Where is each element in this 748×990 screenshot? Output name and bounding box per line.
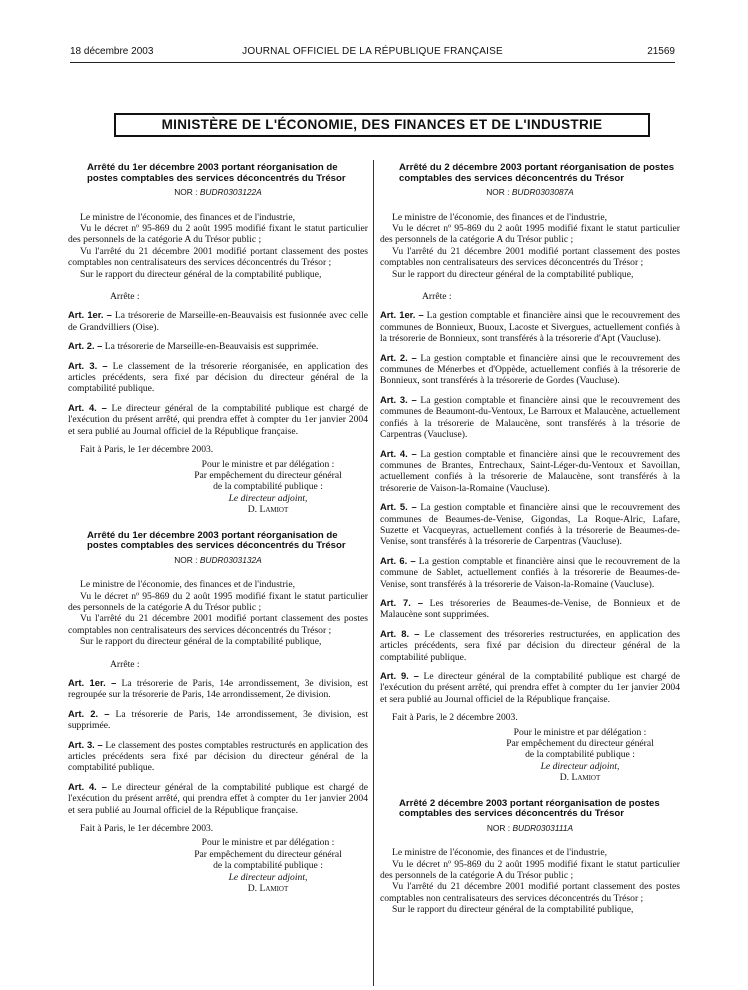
article: Art. 1er. – La trésorerie de Paris, 14e arrondissement, 3e division, est regroupée sur la trésorerie de Paris, 14e arrondissement, 2e division.: [68, 676, 369, 701]
column-separator: [373, 160, 374, 986]
nor-reference: NOR : BUDR0303087A: [486, 187, 574, 198]
preamble-line: Vu l'arrêté du 21 décembre 2001 modifié portant classement des postes comptables non centralisateurs des services déconcentrés du Trésor ;: [68, 245, 368, 269]
preamble-line: Vu l'arrêté du 21 décembre 2001 modifié portant classement des postes comptables non centralisateurs des services déconcentrés du Trésor ;: [380, 245, 680, 269]
header-page-number: 21569: [647, 46, 675, 57]
left-column: [68, 163, 368, 894]
signatory-name: D. Lamiot: [247, 504, 289, 516]
article: Art. 6. – La gestion comptable et financière ainsi que le recouvrement de la commune de Sablet, actuellement confiés à la trésorerie de Beaumes-de-Venise, sont transférés à la trésorerie de Vaison-la-Romaine (Vaucluse).: [380, 554, 680, 590]
preamble-line: Sur le rapport du directeur général de la comptabilité publique,: [392, 268, 634, 280]
signature-block: Pour le ministre et par délégation : Par empêchement du directeur général de la comptabilité publique : Le directeur adjoint, D. Lamiot: [168, 837, 368, 894]
nor-code: BUDR0303087A: [511, 187, 574, 198]
article: Art. 4. – La gestion comptable et financière ainsi que le recouvrement des communes de Brantes, Entrechaux, Saint-Léger-du-Ventoux et Savoillan, actuellement confiés à la trésorerie de Malaucène, sont transférés à la trésorerie de Vaison-la-Romaine (Vaucluse).: [380, 447, 680, 494]
preamble-line: Vu le décret nº 95-869 du 2 août 1995 modifié fixant le statut particulier des personnels de la catégorie A du Trésor public ;: [68, 223, 368, 246]
arrete-label: Arrête :: [110, 658, 140, 670]
article: Art. 1er. – La trésorerie de Marseille-en-Beauvaisis est fusionnée avec celle de Grandvilliers (Oise).: [68, 309, 369, 333]
preamble-line: Vu le décret nº 95-869 du 2 août 1995 modifié fixant le statut particulier des personnels de la catégorie A du Trésor public ;: [380, 858, 680, 882]
arrete-title: Arrêté du 1er décembre 2003 portant réorganisation de postes comptables des services déconcentrés du Trésor: [87, 162, 346, 184]
nor-reference: NOR : BUDR0303111A: [486, 822, 574, 833]
right-column: [380, 163, 680, 916]
nor-code: BUDR0303122A: [199, 187, 262, 198]
ministry-banner: MINISTÈRE DE L'ÉCONOMIE, DES FINANCES ET DE L'INDUSTRIE: [114, 113, 650, 137]
signatory-name: D. Lamiot: [247, 883, 289, 895]
header-journal-title: JOURNAL OFFICIEL DE LA RÉPUBLIQUE FRANÇAISE: [242, 46, 503, 57]
arrete-label: Arrête :: [110, 291, 140, 303]
signatory-name: D. Lamiot: [559, 772, 601, 784]
arrete-block: [68, 531, 368, 895]
article: Art. 3. – Le classement des postes comptables restructurés en application des articles précédents sera fixé par décision du directeur général de la comptabilité publique.: [68, 738, 368, 774]
preamble-line: Sur le rapport du directeur général de la comptabilité publique,: [80, 636, 322, 648]
preamble-line: Vu le décret nº 95-869 du 2 août 1995 modifié fixant le statut particulier des personnels de la catégorie A du Trésor public ;: [68, 590, 368, 613]
preamble-line: Le ministre de l'économie, des finances et de l'industrie,: [80, 211, 295, 223]
preamble-line: Vu le décret nº 95-869 du 2 août 1995 modifié fixant le statut particulier des personnels de la catégorie A du Trésor public ;: [380, 223, 680, 246]
arrete-title: Arrêté 2 décembre 2003 portant réorganisation de postes comptables des services déconcentrés du Trésor: [399, 797, 660, 820]
header-rule: [70, 62, 675, 63]
nor-reference: NOR : BUDR0303132A: [174, 554, 262, 565]
article: Art. 7. – Les trésoreries de Beaumes-de-Venise, de Bonnieux et de Malaucène sont supprimées.: [380, 596, 681, 621]
signature-block: Pour le ministre et par délégation : Par empêchement du directeur général de la comptabilité publique : Le directeur adjoint, D. Lamiot: [168, 459, 368, 516]
arrete-title: Arrêté du 2 décembre 2003 portant réorganisation de postes comptables des services déconcentrés du Trésor: [399, 162, 675, 184]
preamble-line: Le ministre de l'économie, des finances et de l'industrie,: [392, 211, 607, 223]
signing-date: Fait à Paris, le 1er décembre 2003.: [80, 444, 214, 456]
article: Art. 3. – Le classement de la trésorerie réorganisée, en application des articles précédents, sera fixé par décision du directeur général de la comptabilité publique.: [68, 359, 368, 395]
preamble-line: Vu l'arrêté du 21 décembre 2001 modifié portant classement des postes comptables non centralisateurs des services déconcentrés du Trésor ;: [68, 613, 368, 636]
signing-date: Fait à Paris, le 1er décembre 2003.: [80, 823, 214, 835]
signing-date: Fait à Paris, le 2 décembre 2003.: [392, 712, 518, 724]
preamble-line: Sur le rapport du directeur général de la comptabilité publique,: [392, 904, 634, 916]
article: Art. 4. – Le directeur général de la comptabilité publique est chargé de l'exécution du présent arrêté, qui prendra effet à compter du 1er janvier 2004 et sera publié au Journal officiel de la République française.: [68, 780, 369, 816]
arrete-block: [380, 163, 680, 784]
nor-code: BUDR0303132A: [199, 554, 262, 565]
nor-code: BUDR0303111A: [512, 822, 574, 833]
article: Art. 2. – La trésorerie de Paris, 14e arrondissement, 3e division, est supprimée.: [68, 707, 369, 732]
page-header: [70, 46, 675, 62]
arrete-label: Arrête :: [422, 291, 452, 303]
preamble-line: Le ministre de l'économie, des finances et de l'industrie,: [392, 847, 607, 859]
preamble-line: Sur le rapport du directeur général de la comptabilité publique,: [80, 268, 322, 280]
preamble-line: Le ministre de l'économie, des finances et de l'industrie,: [80, 579, 295, 591]
article: Art. 1er. – La gestion comptable et financière ainsi que le recouvrement des communes de Bonnieux, Buoux, Lacoste et Sivergues, actuellement confiés à la trésorerie de Bonnieux, sont transférés à la trésorerie d'Apt (Vaucluse).: [380, 309, 680, 345]
article: Art. 8. – Le classement des trésoreries restructurées, en application des articles précédents, sera fixé par décision du directeur général de la comptabilité publique.: [380, 627, 681, 663]
header-date: 18 décembre 2003: [70, 46, 154, 57]
article: Art. 4. – Le directeur général de la comptabilité publique est chargé de l'exécution du présent arrêté, qui prendra effet à compter du 1er janvier 2004 et sera publié au Journal officiel de la République française.: [68, 401, 369, 437]
article: Art. 2. – La trésorerie de Marseille-en-Beauvaisis est supprimée.: [68, 340, 319, 353]
nor-reference: NOR : BUDR0303122A: [174, 187, 262, 198]
arrete-block: [380, 799, 680, 916]
article: Art. 2. – La gestion comptable et financière ainsi que le recouvrement des communes de Ménerbes et d'Oppède, actuellement confiés à la trésorerie de Bonnieux, sont transférés à la trésorerie de Gordes (Vaucluse).: [380, 351, 680, 387]
article: Art. 3. – La gestion comptable et financière ainsi que le recouvrement des communes de Beaumont-du-Ventoux, Le Barroux et Malaucène, actuellement confiés à la trésorerie de Malaucène, sont transférés à la trésorie de Carpentras (Vaucluse).: [380, 393, 680, 441]
arrete-block: [68, 163, 368, 516]
preamble-line: Vu l'arrêté du 21 décembre 2001 modifié portant classement des postes comptables non centralisateurs des services déconcentrés du Trésor ;: [380, 881, 680, 904]
article: Art. 9. – Le directeur général de la comptabilité publique est chargé de l'exécution du présent arrêté, qui prendra effet à compter du 1er janvier 2004 et sera publié au Journal officiel de la République française.: [380, 670, 681, 705]
article: Art. 5. – La gestion comptable et financière ainsi que le recouvrement des communes de Beaumes-de-Venise, Gigondas, La Roque-Alric, Lafare, Suzette et Vacqueyras, actuellement confiés à la trésorerie de Beaumes-de-Venise, sont transférés à la trésorerie de Carpentras (Vaucluse).: [380, 501, 680, 548]
signature-block: Pour le ministre et par délégation : Par empêchement du directeur général de la comptabilité publique : Le directeur adjoint, D. Lamiot: [480, 727, 680, 784]
arrete-title: Arrêté du 1er décembre 2003 portant réorganisation de postes comptables des services déconcentrés du Trésor: [87, 529, 346, 552]
